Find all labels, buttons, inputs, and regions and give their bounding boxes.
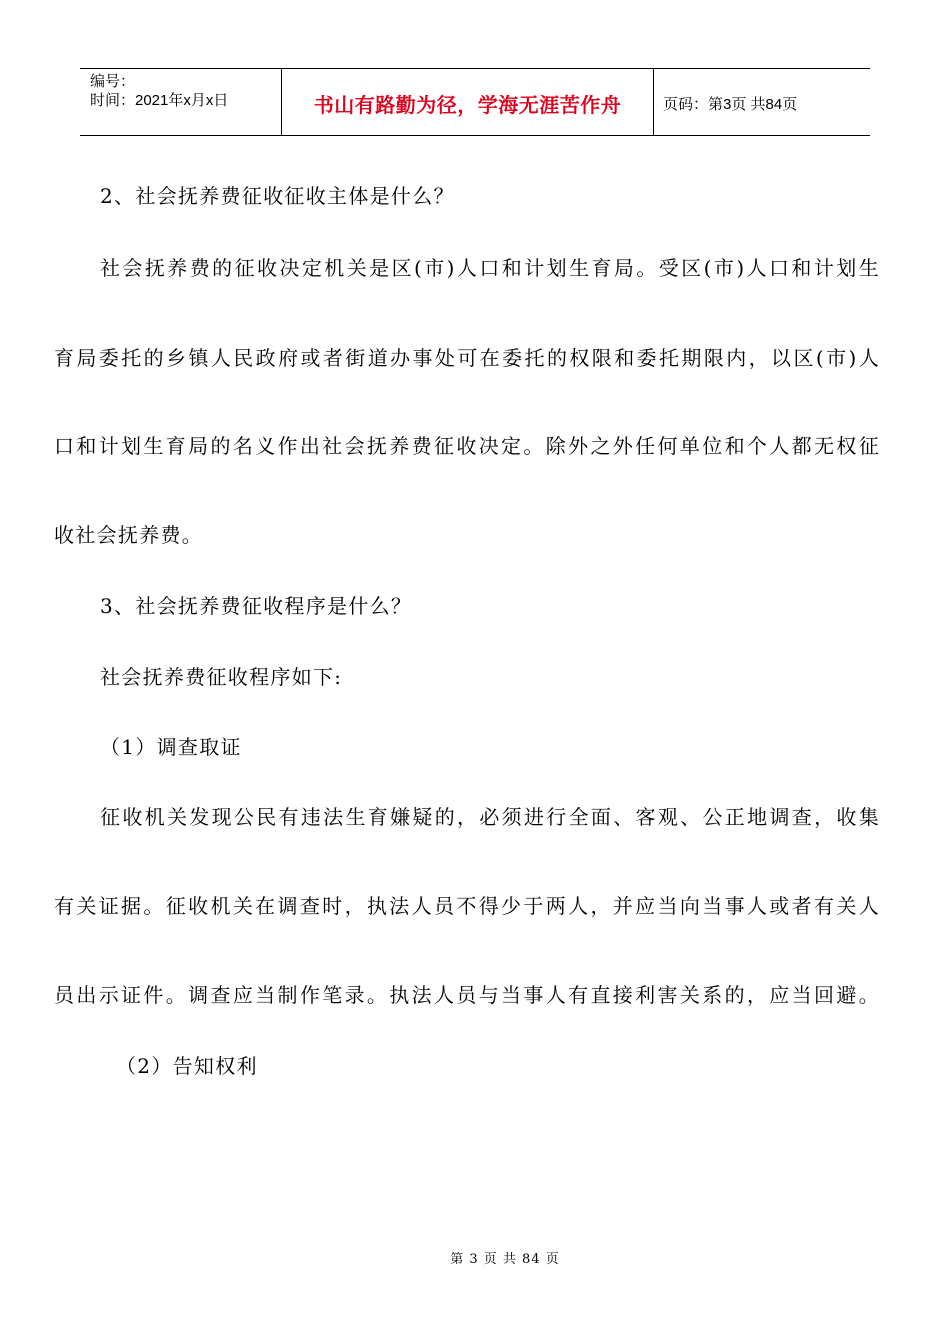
- header-page-cell: [654, 69, 870, 135]
- subsection-heading: （1）调查取证: [100, 735, 242, 759]
- document-number-label: 编号：: [90, 73, 136, 90]
- document-time-label: 时间：2021年x月x日: [90, 92, 229, 109]
- paragraph-line: 口和计划生育局的名义作出社会抚养费征收决定。除外之外任何单位和个人都无权征: [54, 434, 880, 458]
- header-page-label: 页码：第3页 共84页: [663, 95, 798, 113]
- question-heading: 3、社会抚养费征收程序是什么？: [100, 594, 413, 618]
- page-header: [80, 68, 870, 136]
- header-motto-cell: [282, 69, 654, 135]
- paragraph-line: 社会抚养费的征收决定机关是区(市)人口和计划生育局。受区(市)人口和计划生: [100, 256, 880, 280]
- paragraph-line: 员出示证件。调查应当制作笔录。执法人员与当事人有直接利害关系的，应当回避。: [54, 983, 880, 1007]
- question-heading: 2、社会抚养费征收征收主体是什么？: [100, 184, 455, 208]
- paragraph-line: 征收机关发现公民有违法生育嫌疑的，必须进行全面、客观、公正地调查，收集: [100, 805, 880, 829]
- header-motto: 书山有路勤为径，学海无涯苦作舟: [313, 92, 622, 117]
- header-meta: [80, 69, 282, 135]
- page-footer: 第 3 页 共 84 页: [450, 1252, 560, 1267]
- paragraph-line: 收社会抚养费。: [54, 523, 204, 547]
- paragraph-line: 育局委托的乡镇人民政府或者街道办事处可在委托的权限和委托期限内，以区(市)人: [54, 346, 880, 370]
- paragraph-line: 有关证据。征收机关在调查时，执法人员不得少于两人，并应当向当事人或者有关人: [54, 894, 880, 918]
- paragraph-line: 社会抚养费征收程序如下:: [100, 665, 343, 689]
- subsection-heading: （2）告知权利: [116, 1054, 258, 1078]
